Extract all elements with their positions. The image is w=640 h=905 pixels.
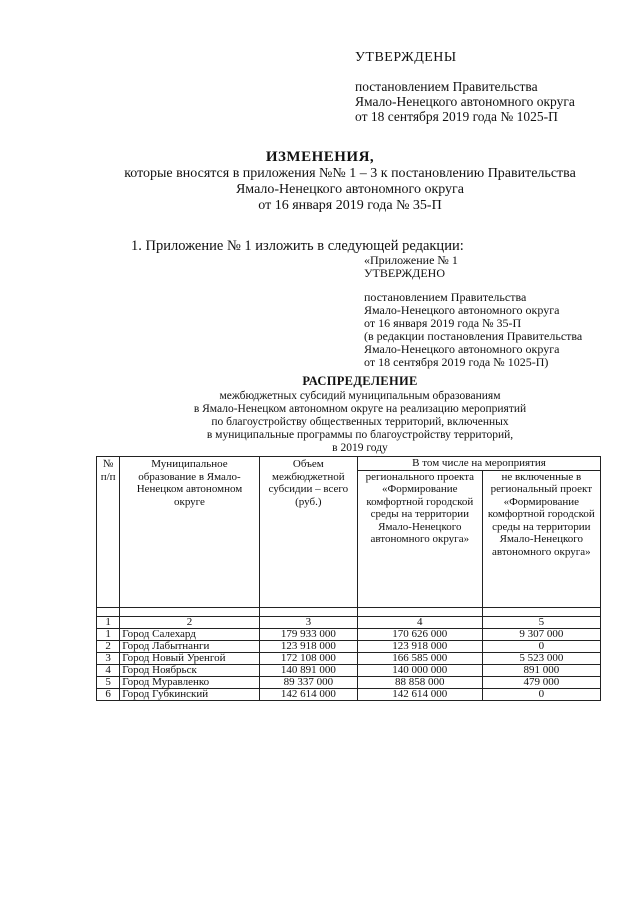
approval-line: Ямало-Ненецкого автономного округа	[355, 94, 575, 109]
appendix-line: постановлением Правительства	[364, 290, 527, 304]
distribution-table	[96, 456, 601, 701]
document-title: ИЗМЕНЕНИЯ,	[265, 149, 375, 165]
table-blank-row	[97, 607, 601, 616]
row-other: 0	[482, 640, 600, 652]
row-other: 0	[482, 688, 600, 700]
header-non-regional: не включенные в региональный проект «Формирование комфортной городской среды на территории Ямало-Ненецкого автономного округа»	[482, 470, 600, 607]
row-num: 4	[97, 664, 120, 676]
distribution-title: РАСПРЕДЕЛЕНИЕ	[302, 374, 418, 388]
header-regional: регионального проекта «Формирование комфортной городской среды на территории Ямало-Ненецкого автономного округа»	[357, 470, 482, 607]
distribution-line: в 2019 году	[332, 442, 388, 454]
row-name: Город Салехард	[120, 628, 259, 640]
row-name: Город Губкинский	[120, 688, 259, 700]
approval-line: постановлением Правительства	[355, 79, 538, 94]
column-number: 5	[482, 616, 600, 628]
appendix-label: «Приложение № 1	[364, 253, 458, 267]
distribution-line: в Ямало-Ненецком автономном округе на реализацию мероприятий	[193, 403, 527, 415]
approval-title: УТВЕРЖДЕНЫ	[355, 50, 457, 65]
row-regional: 142 614 000	[357, 688, 482, 700]
row-regional: 88 858 000	[357, 676, 482, 688]
document-subtitle-line: от 16 января 2019 года № 35-П	[258, 198, 442, 213]
approval-line: от 18 сентября 2019 года № 1025-П	[355, 109, 558, 124]
row-other: 891 000	[482, 664, 600, 676]
appendix-line: от 16 января 2019 года № 35-П	[364, 316, 522, 330]
table-column-numbers-row	[97, 616, 601, 628]
document-subtitle-line: Ямало-Ненецкого автономного округа	[235, 182, 465, 197]
distribution-line: в муниципальные программы по благоустройству территорий,	[206, 429, 514, 441]
table-row	[97, 688, 601, 700]
row-name: Город Лабытнанги	[120, 640, 259, 652]
row-total: 179 933 000	[259, 628, 357, 640]
column-number: 3	[259, 616, 357, 628]
row-name: Город Ноябрьск	[120, 664, 259, 676]
row-num: 5	[97, 676, 120, 688]
row-name: Город Муравленко	[120, 676, 259, 688]
row-regional: 123 918 000	[357, 640, 482, 652]
appendix-line: от 18 сентября 2019 года № 1025-П)	[364, 355, 549, 369]
table-header-row	[97, 457, 601, 471]
header-municipality: Муниципальное образование в Ямало-Ненецком автономном округе	[120, 457, 259, 608]
row-num: 2	[97, 640, 120, 652]
appendix-line: Ямало-Ненецкого автономного округа	[364, 303, 560, 317]
row-total: 89 337 000	[259, 676, 357, 688]
row-regional: 140 000 000	[357, 664, 482, 676]
row-total: 172 108 000	[259, 652, 357, 664]
distribution-line: по благоустройству общественных территорий, включенных	[211, 416, 509, 428]
column-number: 1	[97, 616, 120, 628]
row-num: 6	[97, 688, 120, 700]
appendix-line: Ямало-Ненецкого автономного округа	[364, 342, 560, 356]
table-row	[97, 640, 601, 652]
row-regional: 166 585 000	[357, 652, 482, 664]
row-other: 479 000	[482, 676, 600, 688]
row-total: 142 614 000	[259, 688, 357, 700]
header-volume: Объем межбюджетной субсидии – всего (руб.)	[259, 457, 357, 608]
row-name: Город Новый Уренгой	[120, 652, 259, 664]
row-other: 9 307 000	[482, 628, 600, 640]
row-other: 5 523 000	[482, 652, 600, 664]
table-row	[97, 628, 601, 640]
distribution-line: межбюджетных субсидий муниципальным образованиям	[219, 390, 501, 402]
column-number: 4	[357, 616, 482, 628]
document-subtitle-line: которые вносятся в приложения №№ 1 – 3 к постановлению Правительства	[124, 166, 576, 181]
table-row	[97, 652, 601, 664]
header-group: В том числе на мероприятия	[357, 457, 600, 471]
appendix-approved: УТВЕРЖДЕНО	[364, 266, 446, 280]
appendix-line: (в редакции постановления Правительства	[364, 329, 583, 343]
table-row	[97, 664, 601, 676]
row-regional: 170 626 000	[357, 628, 482, 640]
table-row	[97, 676, 601, 688]
row-total: 123 918 000	[259, 640, 357, 652]
header-num: № п/п	[97, 457, 120, 608]
row-num: 3	[97, 652, 120, 664]
row-num: 1	[97, 628, 120, 640]
row-total: 140 891 000	[259, 664, 357, 676]
item-1-text: 1. Приложение № 1 изложить в следующей редакции:	[131, 238, 464, 254]
column-number: 2	[120, 616, 259, 628]
